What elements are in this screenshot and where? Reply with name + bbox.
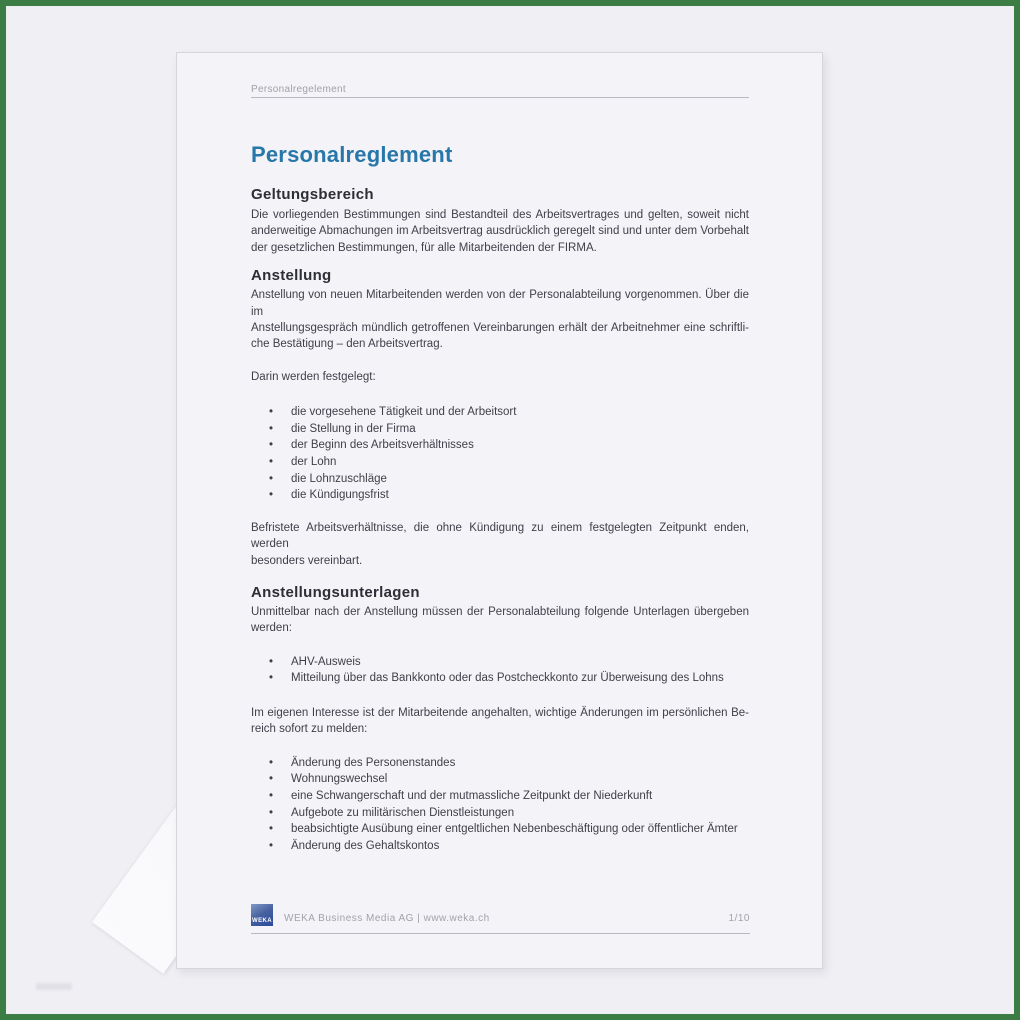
paragraph-line: der gesetzlichen Bestimmungen, für alle Mitarbeitenden der FIRMA. [251,241,597,254]
section-heading-anstellung: Anstellung [251,267,332,285]
paragraph-line: anderweitige Abmachungen im Arbeitsvertrag ausdrücklich geregelt sind und unter dem Vorbehalt [251,225,749,238]
paragraph-line: Befristete Arbeitsverhältnisse, die ohne Kündigung zu einem festgelegten Zeitpunkt enden, werden [251,521,749,551]
footer-page-number: 1/10 [728,913,750,924]
paragraph-line: Anstellung von neuen Mitarbeitenden werden von der Personalabteilung vorgenommen. Über die im [251,289,749,318]
bullet-item: • Änderung des Gehaltskontos [251,838,749,855]
paragraph-line: Darin werden festgelegt: [251,370,376,383]
weka-logo-text: WEKA [252,918,272,924]
bullet-item: • die Kündigungsfrist [251,487,749,504]
meldungen-bullet-list [251,755,749,855]
bullet-item: • der Beginn des Arbeitsverhältnisses [251,437,749,454]
running-header: Personalregelement [251,84,749,98]
weka-logo-icon [251,904,273,926]
bullet-item: • Änderung des Personenstandes [251,755,749,772]
paragraph-line: besonders vereinbart. [251,554,363,567]
paragraph-line: Unmittelbar nach der Anstellung müssen der Personalabteilung folgende Unterlagen übergeben [251,606,749,619]
footer-row [251,904,750,934]
bullet-item: • die Lohnzuschläge [251,471,749,488]
bullet-item: • beabsichtigte Ausübung einer entgeltlichen Nebenbeschäftigung oder öffentlicher Ämter [251,821,749,838]
footer-company-line: WEKA Business Media AG | www.weka.ch [284,913,490,924]
bullet-item: • eine Schwangerschaft und der mutmassliche Zeitpunkt der Niederkunft [251,788,749,805]
anstellung-bullet-list [251,404,749,504]
paragraph-line: Die vorliegenden Bestimmungen sind Bestandteil des Arbeitsvertrages und gelten, soweit nicht [251,209,749,221]
page-content [251,53,749,854]
page-footer [251,904,750,934]
paragraph-line: reich sofort zu melden: [251,723,368,736]
bullet-item: • die vorgesehene Tätigkeit und der Arbeitsort [251,404,749,421]
bullet-item: • Wohnungswechsel [251,771,749,788]
bullet-item: • die Stellung in der Firma [251,421,749,438]
bullet-item: • Aufgebote zu militärischen Dienstleistungen [251,805,749,822]
corner-smudge [36,983,72,990]
paragraph-line: Im eigenen Interesse ist der Mitarbeitende angehalten, wichtige Änderungen im persönlichen Be- [251,707,749,720]
section-heading-geltungsbereich: Geltungsbereich [251,186,374,203]
document-title: Personalreglement [251,142,453,167]
bullet-item: • AHV-Ausweis [251,654,749,671]
bullet-item: • der Lohn [251,454,749,471]
unterlagen-bullet-list [251,654,749,687]
paragraph-line: che Bestätigung – den Arbeitsvertrag. [251,338,443,351]
section-heading-anstellungsunterlagen: Anstellungsunterlagen [251,584,420,602]
paragraph-line: werden: [251,622,292,635]
paragraph-line: Anstellungsgespräch mündlich getroffenen Vereinbarungen erhält der Arbeitnehmer eine schriftli- [251,322,749,335]
document-page [176,52,823,969]
bullet-item: • Mitteilung über das Bankkonto oder das Postcheckkonto zur Überweisung des Lohns [251,670,749,687]
